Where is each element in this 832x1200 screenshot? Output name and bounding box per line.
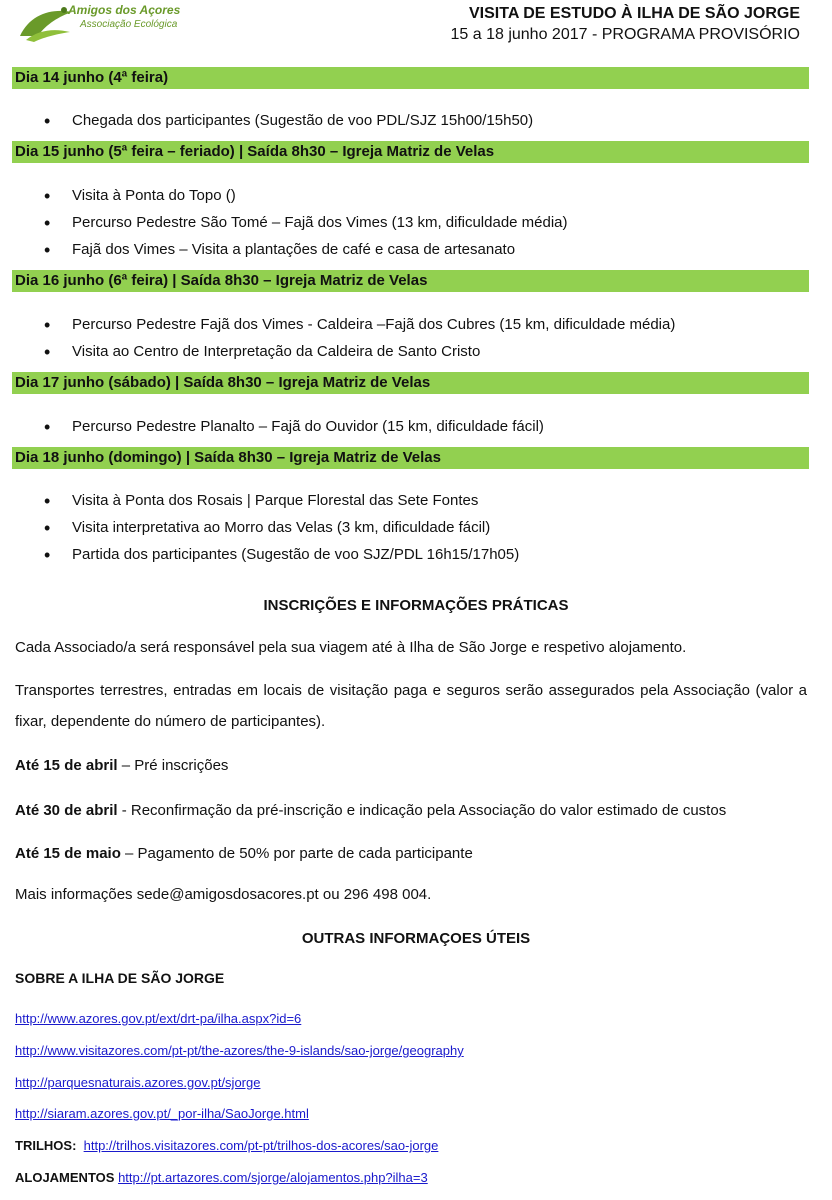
link-azores-gov[interactable]: http://www.azores.gov.pt/ext/drt-pa/ilha.aspx?id=6 (15, 1011, 302, 1026)
document-header (451, 4, 801, 46)
day-header-18: Dia 18 junho (domingo) | Saída 8h30 – Igreja Matriz de Velas (12, 447, 809, 469)
section-heading-inscricoes: INSCRIÇÕES E INFORMAÇÕES PRÁTICAS (263, 597, 569, 614)
list-item: • Partida dos participantes (Sugestão de voo SJZ/PDL 16h15/17h05) (44, 545, 519, 565)
subheading-sao-jorge: SOBRE A ILHA DE SÃO JORGE (15, 970, 225, 986)
logo-name: Amigos dos Açores (68, 3, 181, 17)
bird-logo-icon (16, 2, 76, 44)
logo-tagline: Associação Ecológica (80, 19, 178, 30)
paragraph-transport: Transportes terrestres, entradas em locais de visitação paga e seguros serão assegurados pela Associação (valor a fixar, dependente do número de participantes). (15, 682, 807, 730)
list-item: • Visita ao Centro de Interpretação da Caldeira de Santo Cristo (44, 342, 480, 362)
list-item: • Percurso Pedestre Planalto – Fajã do Ouvidor (15 km, dificuldade fácil) (44, 417, 544, 437)
alojamentos-label: ALOJAMENTOS (15, 1170, 115, 1185)
document-title: VISITA DE ESTUDO À ILHA DE SÃO JORGE (469, 5, 800, 22)
deadline-pagamento: Até 15 de maio – Pagamento de 50% por parte de cada participante (15, 845, 473, 862)
link-trilhos[interactable]: http://trilhos.visitazores.com/pt-pt/trilhos-dos-acores/sao-jorge (83, 1138, 439, 1153)
link-visitazores[interactable]: http://www.visitazores.com/pt-pt/the-azores/the-9-islands/sao-jorge/geography (15, 1043, 464, 1058)
day-header-17: Dia 17 junho (sábado) | Saída 8h30 – Igreja Matriz de Velas (12, 372, 809, 394)
list-item: • Visita à Ponta do Topo () (44, 186, 236, 206)
deadline-reconfirmacao: Até 30 de abril - Reconfirmação da pré-inscrição e indicação pela Associação do valor estimado de custos (15, 802, 727, 819)
alojamentos-row (15, 1170, 428, 1185)
day-header-15: Dia 15 junho (5ª feira – feriado) | Saída 8h30 – Igreja Matriz de Velas (12, 141, 809, 163)
link-siaram[interactable]: http://siaram.azores.gov.pt/_por-ilha/SaoJorge.html (15, 1106, 309, 1121)
link-parques-naturais[interactable]: http://parquesnaturais.azores.gov.pt/sjorge (15, 1075, 261, 1090)
section-heading-outras: OUTRAS INFORMAÇOES ÚTEIS (301, 930, 531, 947)
list-item: • Fajã dos Vimes – Visita a plantações de café e casa de artesanato (44, 240, 515, 260)
list-item: • Percurso Pedestre São Tomé – Fajã dos Vimes (13 km, dificuldade média) (44, 213, 568, 233)
trilhos-row: TRILHOS: http://trilhos.visitazores.com/pt-pt/trilhos-dos-acores/sao-jorge (15, 1138, 439, 1153)
day-header-16: Dia 16 junho (6ª feira) | Saída 8h30 – Igreja Matriz de Velas (12, 270, 809, 292)
deadline-pre-inscricoes: Até 15 de abril – Pré inscrições (15, 757, 229, 774)
paragraph-travel: Cada Associado/a será responsável pela sua viagem até à Ilha de São Jorge e respetivo alojamento. (15, 639, 687, 656)
list-item: • Chegada dos participantes (Sugestão de voo PDL/SJZ 15h00/15h50) (44, 111, 533, 131)
day-header-14: Dia 14 junho (4ª feira) (12, 67, 809, 89)
link-alojamentos[interactable]: http://pt.artazores.com/sjorge/alojamentos.php?ilha=3 (118, 1170, 428, 1185)
list-item: • Visita à Ponta dos Rosais | Parque Florestal das Sete Fontes (44, 491, 478, 511)
list-item: • Visita interpretativa ao Morro das Velas (3 km, dificuldade fácil) (44, 518, 490, 538)
contact-info: Mais informações sede@amigosdosacores.pt ou 296 498 004. (15, 886, 432, 903)
trilhos-label: TRILHOS (15, 1138, 73, 1153)
organization-logo (16, 2, 186, 44)
list-item: • Percurso Pedestre Fajã dos Vimes - Caldeira –Fajã dos Cubres (15 km, dificuldade média) (44, 315, 675, 335)
document-subtitle: 15 a 18 junho 2017 - PROGRAMA PROVISÓRIO (450, 26, 800, 43)
